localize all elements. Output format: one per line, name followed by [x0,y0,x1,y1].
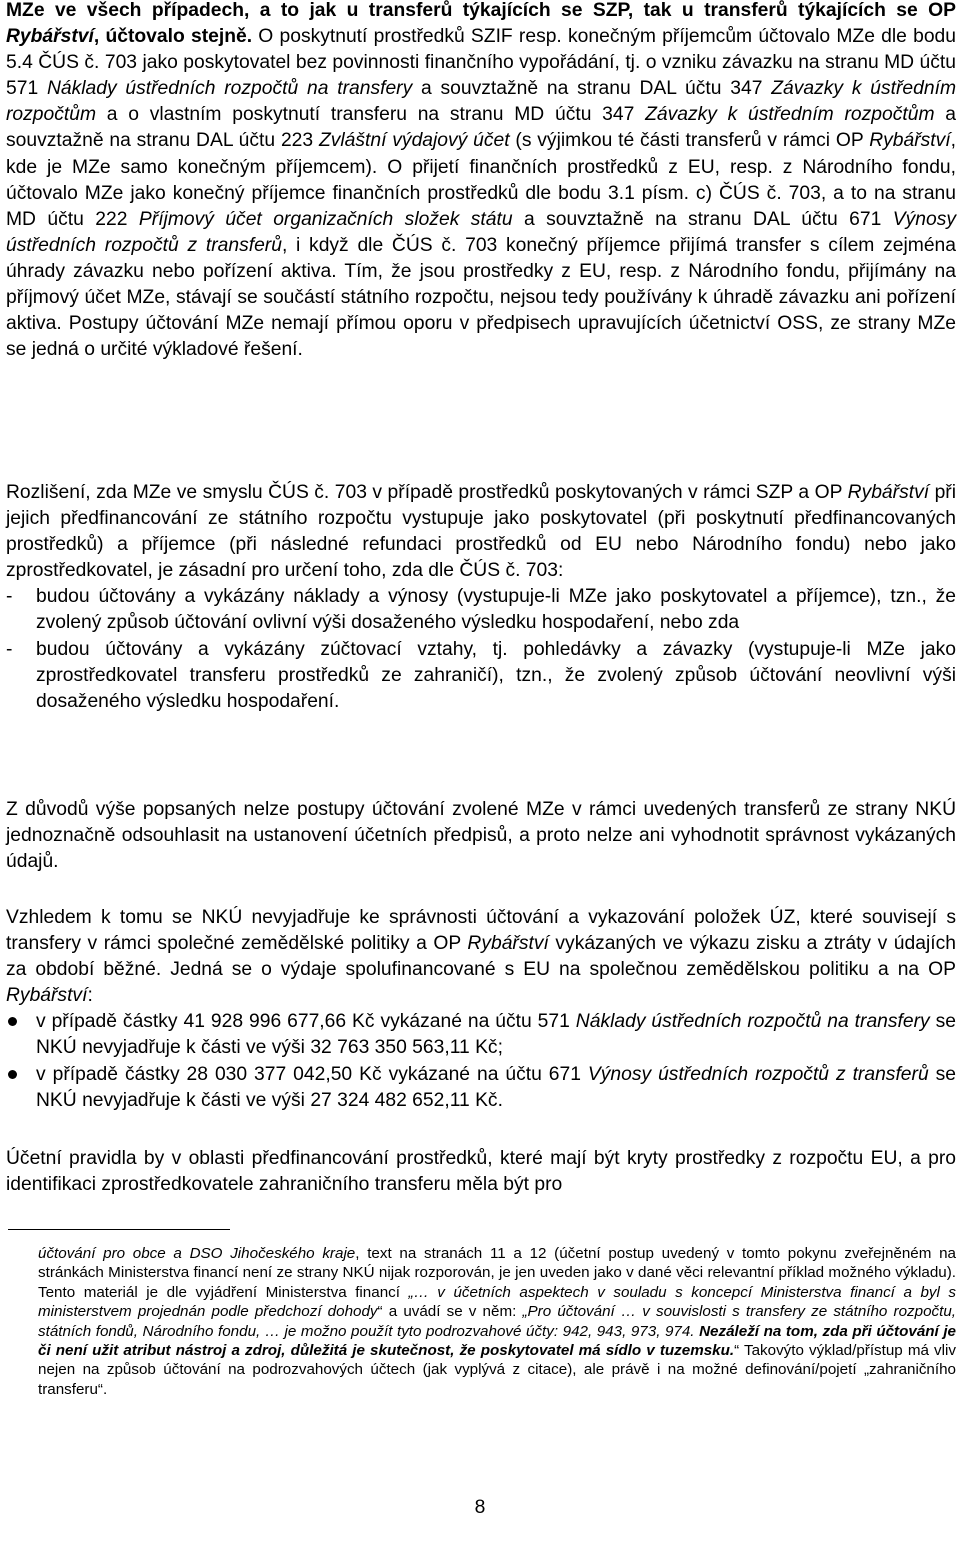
text-run: Rozlišení, zda MZe ve smyslu ČÚS č. 703 v případě prostředků poskytovaných v rámci SZP a OP [6,482,848,503]
list-item-text: budou účtovány a vykázány zúčtovací vztahy, tj. pohledávky a závazky (vystupuje-li MZe jako zprostředkovatel transferu prostředků ze zahraničí), tzn., že zvolený způsob účtování neovlivní výši dosaženého výsledku hospodaření. [36,638,956,712]
text-run: Rybářství [847,482,930,503]
list-item-text: budou účtovány a vykázány náklady a výnosy (vystupuje-li MZe jako poskytovatel a příjemce), tzn., že zvolený způsob účtování ovlivní výši dosaženého výsledku hospodaření, nebo zda [36,586,956,634]
paragraph-nku-statement [6,905,956,1114]
account-name: Náklady ústředních rozpočtů na transfery [575,1011,930,1033]
text-run: Vzhledem k tomu se NKÚ nevyjadřuje ke správnosti účtování a vykazování položek ÚZ, které souvisejí s transfery v rámci společné zemědělské politiky a OP [6,907,956,955]
list-item [6,637,956,715]
account-name: Závazky k ústředním rozpočtům [645,104,935,126]
quote: „… v účetních aspektech v souladu s koncepcí Ministerstva financí a byl s ministerstvem projednán podle předchozí dohody [38,1283,957,1321]
text-run: Rybářství [869,130,951,152]
text-run: “ Takovýto výklad/přístup má vliv nejen na způsob účtování na podrozvahových účtech (jak vyplývá z citace), ale právě i na možné definování/pojetí „zahraničního transferu“. [38,1342,956,1398]
account-name: Příjmový účet organizačních složek státu [138,208,513,230]
list-item [6,584,956,636]
dash-marker: - [6,638,13,660]
text-run: vykázaných ve výkazu zisku a ztráty v údajích za období běžné. Jedná se o výdaje spolufinancované s EU na společnou zemědělskou politiku a na OP [6,933,956,981]
text-run: a souvztažně na stranu DAL účtu 671 [512,208,893,230]
account-name: Zvláštní výdajový účet [318,130,510,152]
dash-marker: - [6,586,13,608]
text-run: účtování pro obce a DSO Jihočeského kraje [38,1245,356,1262]
page-number: 8 [474,1497,486,1518]
bullet-list [6,1009,956,1113]
text-run: a o vlastním poskytnutí transferu na stranu MD účtu 347 [96,104,646,126]
text-run: Rybářství [6,985,88,1007]
text-run: O poskytnutí prostředků SZIF resp. konečným příjemcům účtovalo MZe dle bodu 5.4 ČÚS č. 703 jako poskytovatel bez povinnosti finančního vypořádání, tj. o vzniku závazku na stranu MD účtu 571 [6,26,956,100]
text-run: při jejich předfinancování ze státního rozpočtu vystupuje jako poskytovatel (při poskytnutí předfinancovaných prostředků) a příjemce (při následné refundaci prostředků od EU nebo Národního fondu) nebo jako zprostředkovatel, je zásadní pro určení toho, zda dle ČÚS č. 703: [6,482,956,582]
account-name: Výnosy ústředních rozpočtů z transferů [6,208,956,256]
footnote [38,1244,956,1399]
text-run: , text na stranách 11 a 12 (účetní postup uvedený v tomto pokynu zveřejněném na stránkách Ministerstva financí není ze strany NKÚ nijak rozporován, je jen uveden jako v dané věci relevantní příklad možného výkladu). Tento materiál je dle vyjádření Ministerstva financí [38,1245,956,1301]
text-run: (s výjimkou té části transferů v rámci OP [509,130,870,152]
text-run: a souvztažně na stranu DAL účtu 223 [6,104,956,152]
account-name: Závazky k ústředním rozpočtům [6,78,957,126]
paragraph-rules: Účetní pravidla by v oblasti předfinancování prostředků, které mají být kryty prostředky z rozpočtu EU, a pro identifikaci zprostředkovatele zahraničního transferu měla být pro [6,1148,956,1196]
text-run: : [87,985,93,1007]
text-run: “ a uvádí se v něm: [377,1303,523,1321]
text-run: MZe ve všech případech, a to jak u transferů týkajících se SZP, tak u transferů týkajících se OP [6,0,956,21]
bullet-icon [8,1017,17,1026]
text-run: a souvztažně na stranu DAL účtu 347 [412,78,772,100]
text-run: v případě částky 41 928 996 677,66 Kč vykázané na účtu 571 [36,1011,576,1033]
list-item [6,1062,956,1114]
text-run: se NKÚ nevyjadřuje k části ve výši 32 763 350 563,11 Kč; [36,1011,956,1059]
text-run: Rybářství [6,26,94,48]
quote-emphasis: Nezáleží na tom, zda při účtování je či není užit atribut nástroj a zdroj, důležitá je skutečnost, že poskytovatel má sídlo v tuzemsku. [38,1322,956,1360]
dash-list [6,584,956,714]
quote: „Pro účtování … v souvislosti s transfery ze státního rozpočtu, státních fondů, Národního fondu, … je možno použít tyto podrozvahové účty: 942, 943, 973, 974. [38,1303,956,1340]
account-name: Výnosy ústředních rozpočtů z transferů [587,1063,929,1085]
text-run: se NKÚ nevyjadřuje k části ve výši 27 324 482 652,11 Kč. [36,1063,956,1111]
list-item [6,1009,956,1061]
footnote-separator [8,1229,230,1230]
paragraph-conclusion: Z důvodů výše popsaných nelze postupy účtování zvolené MZe v rámci uvedených transferů ze strany NKÚ jednoznačně odsouhlasit na ustanovení účetních předpisů, a proto nelze ani vyhodnotit správnost vykázaných údajů. [6,799,956,873]
text-run: , i když dle ČÚS č. 703 konečný příjemce přijímá transfer s cílem zejména úhrady závazku nebo pořízení aktiva. Tím, že jsou prostředky z EU, resp. z Národního fondu, přijímány na příjmový účet MZe, stávají se součástí státního rozpočtu, nejsou tedy používány k úhradě závazku ani pořízení aktiva. Postupy účtování MZe nemají přímou oporu v předpisech upravujících účetnictví OSS, ze strany MZe se jedná o určité výkladové řešení. [6,234,956,361]
bullet-icon [8,1070,17,1079]
text-run: , účtovalo stejně. [93,26,253,48]
account-name: Náklady ústředních rozpočtů na transfery [46,78,413,100]
text-run: Rybářství [467,933,549,955]
text-run: v případě částky 28 030 377 042,50 Kč vykázané na účtu 671 [36,1063,588,1085]
paragraph-accounting-methods [6,0,956,363]
text-run: , kde je MZe samo konečným příjemcem). O přijetí finančních prostředků z EU, resp. z Národního fondu, účtovalo MZe jako konečný příjemce finančních prostředků dle bodu 3.1 písm. c) ČÚS č. 703, a to na stranu MD účtu 222 [6,130,956,230]
paragraph-distinction [6,480,956,715]
